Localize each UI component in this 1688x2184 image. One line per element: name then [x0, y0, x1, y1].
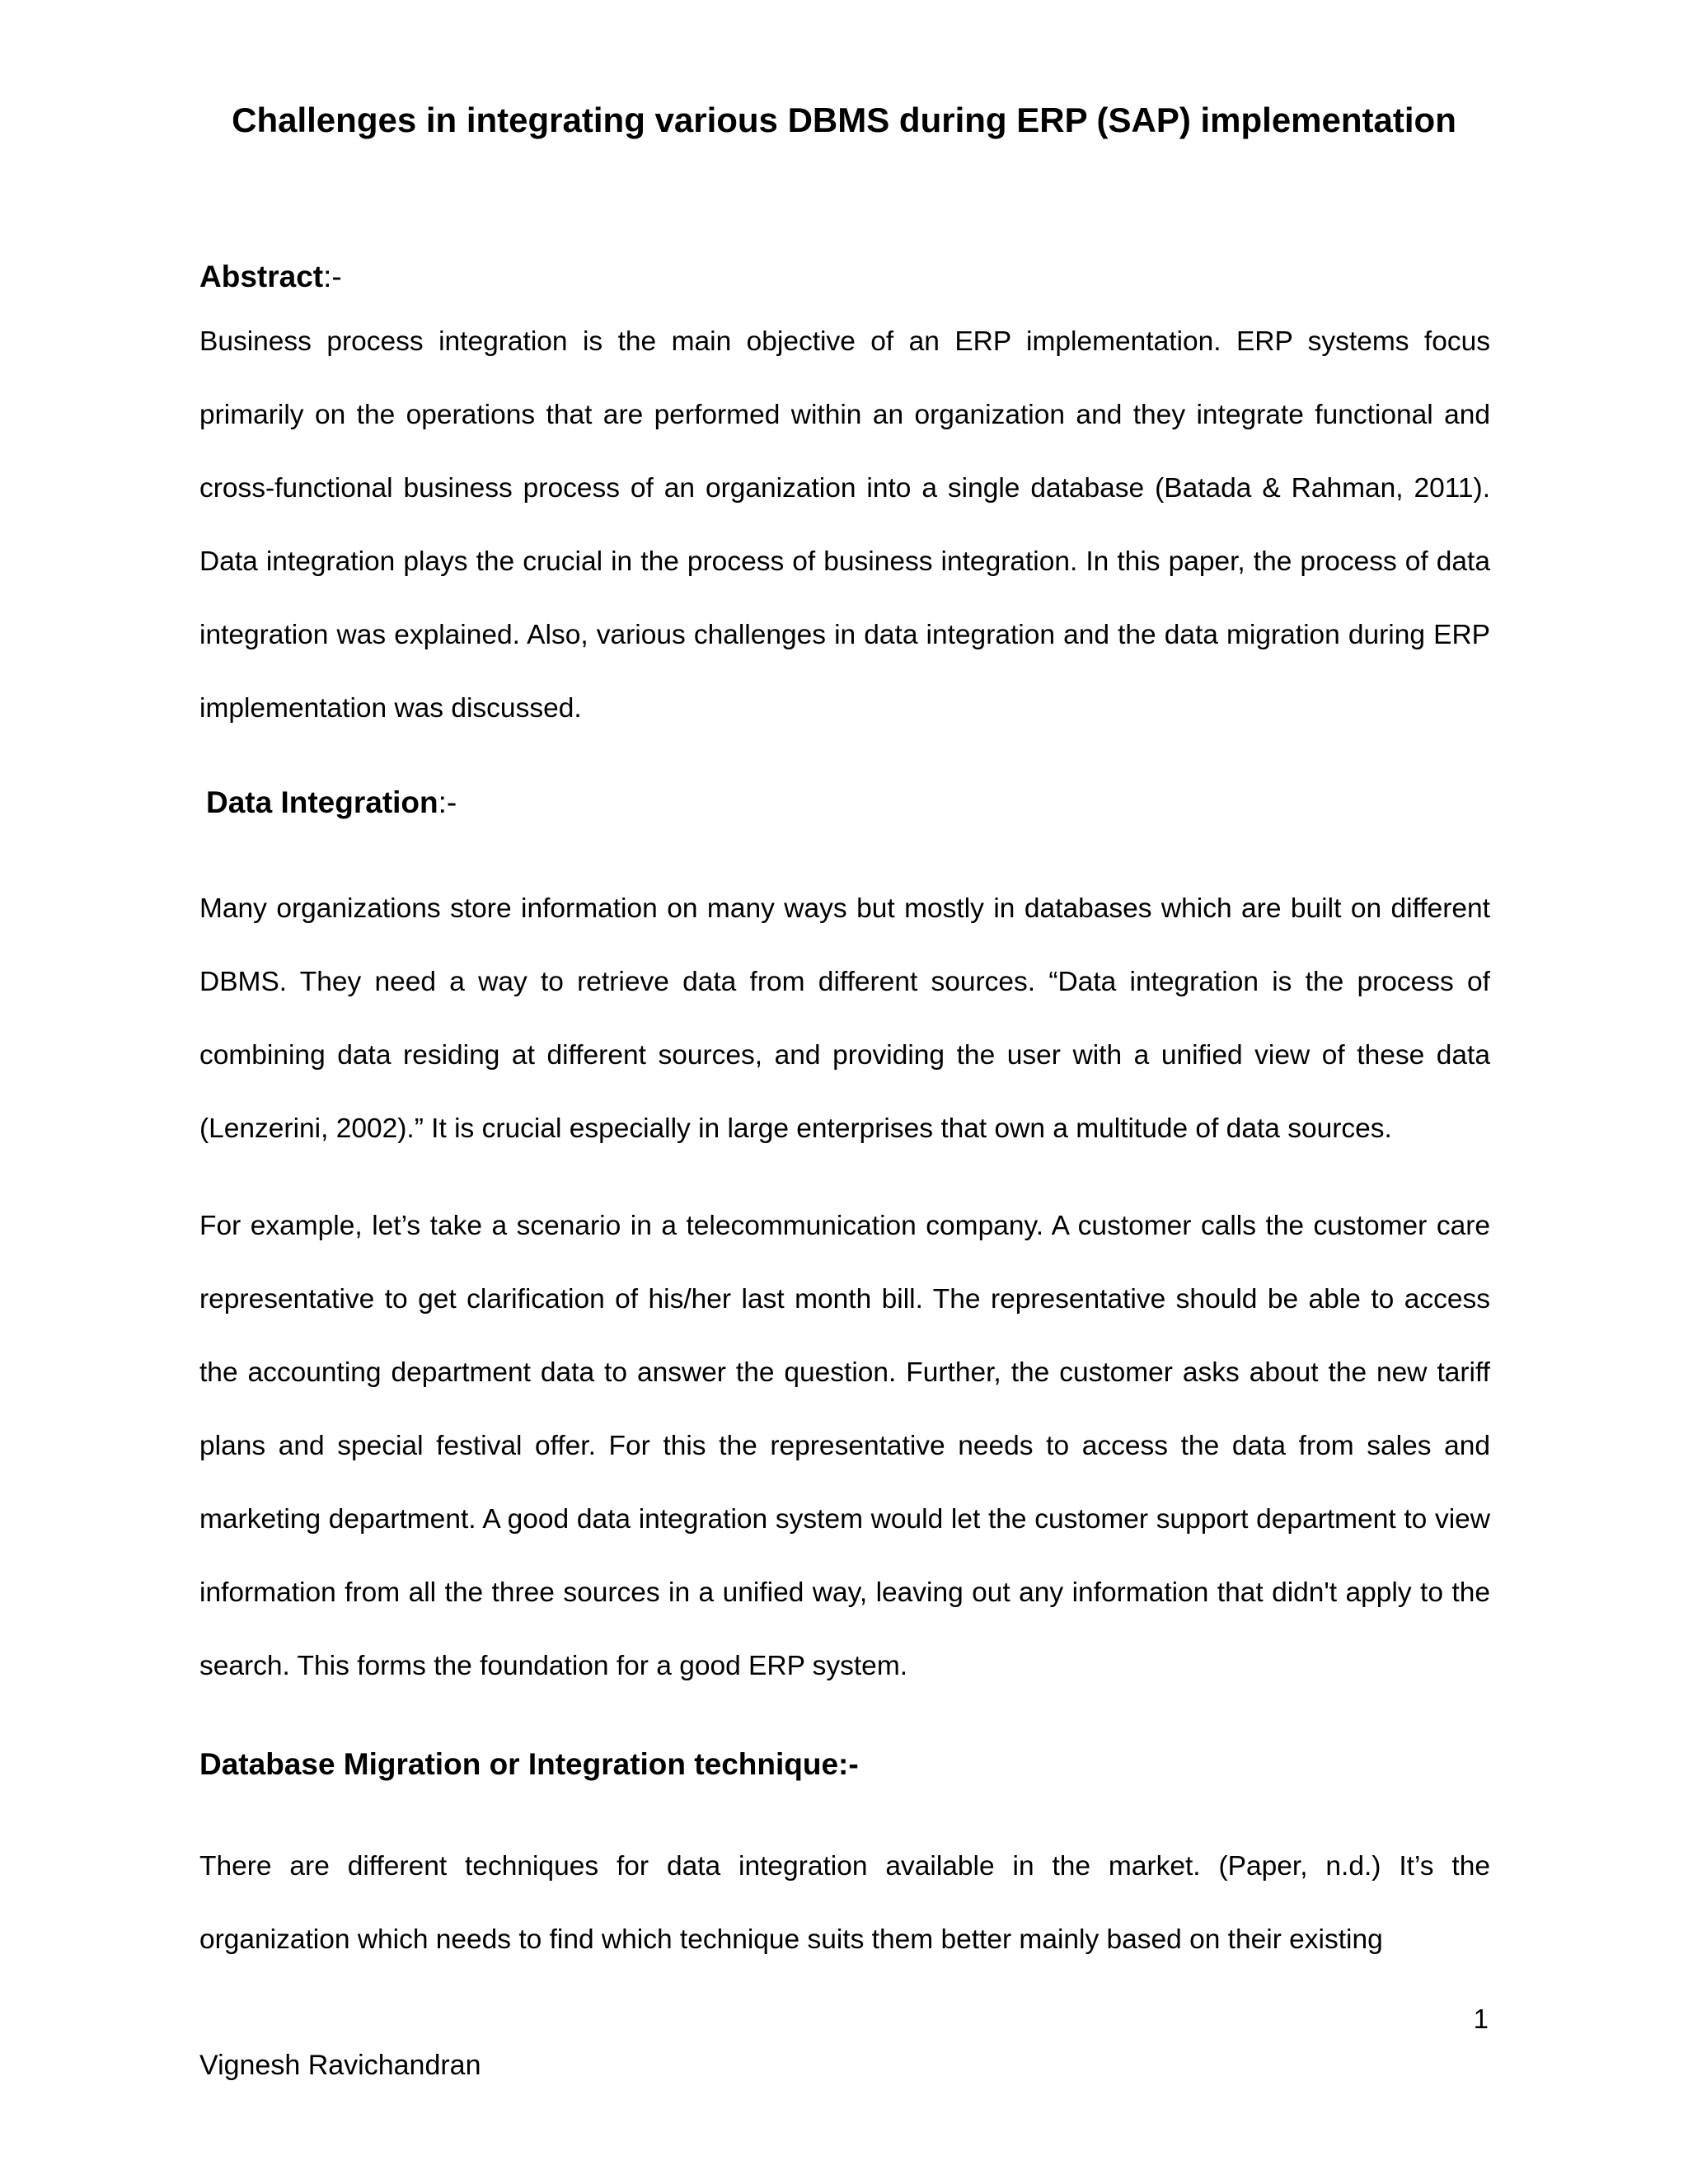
- document-title: Challenges in integrating various DBMS during ERP (SAP) implementation: [232, 101, 1456, 139]
- migration-paragraph: There are different techniques for data integration available in the market. (Paper, n.d.) It’s the organization which needs to find which technique suits them better mainly based on their existing: [199, 1851, 1490, 1955]
- data-integration-heading: [206, 783, 457, 823]
- data-integration-paragraph-2: For example, let’s take a scenario in a telecommunication company. A customer calls the customer care representative to get clarification of his/her last month bill. The representative should be able to access the accounting department data to answer the question. Further, the customer asks about the new tariff plans and special festival offer. For this the representative needs to access the data from sales and marketing department. A good data integration system would let the customer support department to view information from all the three sources in a unified way, leaving out any information that didn't apply to the search. This forms the foundation for a good ERP system.: [199, 1211, 1490, 1681]
- abstract-heading: [199, 257, 342, 297]
- footer-author: Vignesh Ravichandran: [199, 2050, 481, 2081]
- page-number: 1: [1473, 2004, 1489, 2034]
- data-integration-heading-label: Data Integration: [206, 785, 438, 819]
- migration-heading: Database Migration or Integration technique:-: [199, 1747, 859, 1781]
- data-integration-heading-suffix: :-: [438, 785, 457, 819]
- abstract-text: Business process integration is the main objective of an ERP implementation. ERP systems focus primarily on the operations that are performed within an organization and they integrate functional and cross-functional business process of an organization into a single database (Batada & Rahman, 2011). Data integration plays the crucial in the process of business integration. In this paper, the process of data integration was explained. Also, various challenges in data integration and the data migration during ERP implementation was discussed.: [199, 326, 1490, 724]
- abstract-heading-label: Abstract: [199, 260, 324, 293]
- data-integration-paragraph-1: Many organizations store information on many ways but mostly in databases which are built on different DBMS. They need a way to retrieve data from different sources. “Data integration is the process of combining data residing at different sources, and providing the user with a unified view of these data (Lenzerini, 2002).” It is crucial especially in large enterprises that own a multitude of data sources.: [199, 893, 1490, 1144]
- abstract-heading-suffix: :-: [323, 260, 342, 293]
